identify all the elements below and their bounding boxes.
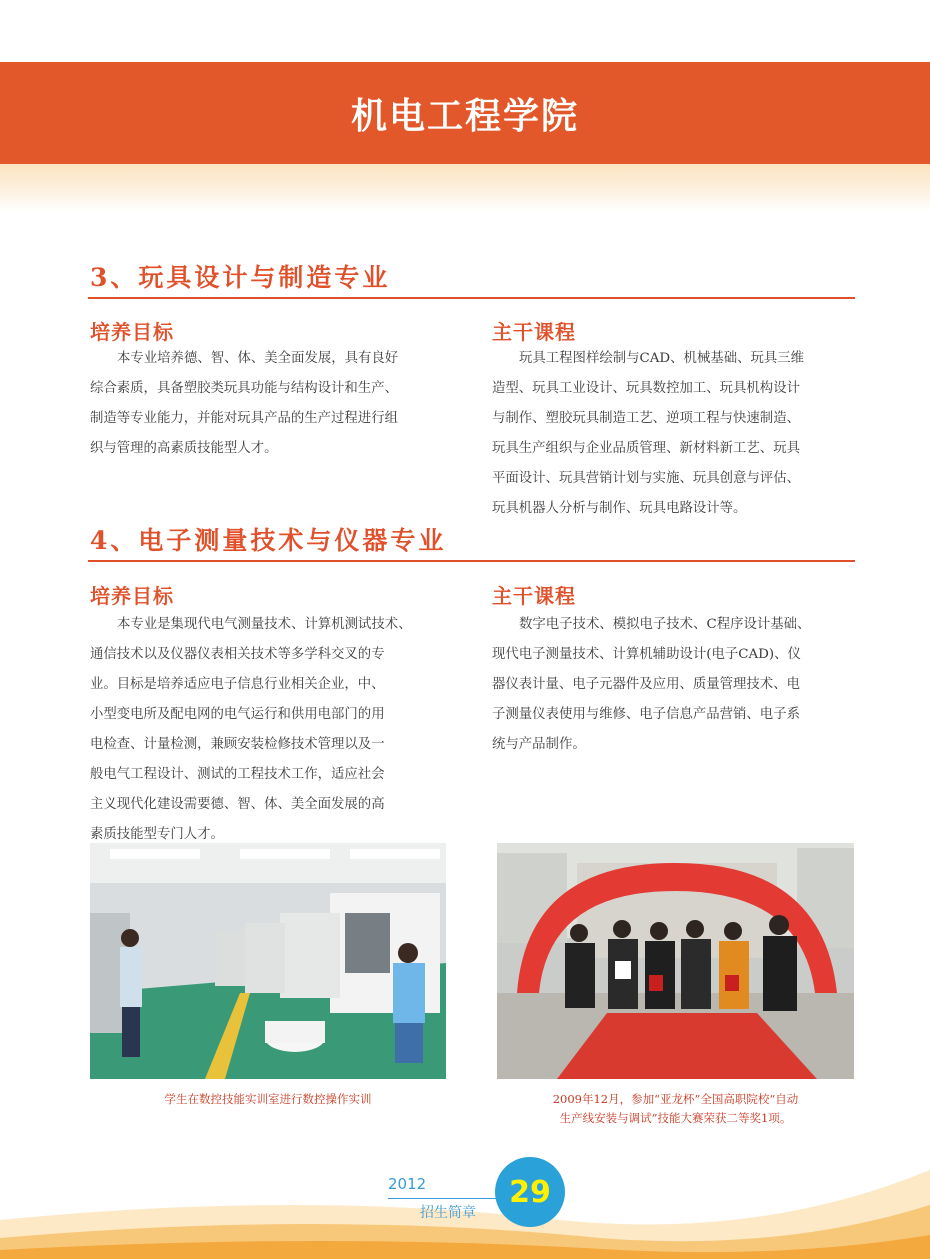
- section-title-electronic-measurement: 4、电子测量技术与仪器专业: [90, 526, 447, 555]
- text-line: 织与管理的高素质技能型人才。: [90, 441, 278, 456]
- text-line: 玩具工程图样绘制与CAD、机械基础、玩具三维: [519, 351, 805, 366]
- photo-caption-cnc: [90, 1090, 446, 1109]
- goal-text-toy-design: [90, 344, 460, 464]
- text-line: 数字电子技术、模拟电子技术、C程序设计基础、: [519, 617, 811, 632]
- text-line: 般电气工程设计、测试的工程技术工作，适应社会: [90, 767, 385, 782]
- text-line: 素质技能型专门人才。: [90, 827, 224, 842]
- text-line: 主义现代化建设需要德、智、体、美全面发展的高: [90, 797, 385, 812]
- caption-line: 学生在数控技能实训室进行数控操作实训: [164, 1092, 372, 1106]
- header-gradient: [0, 164, 930, 212]
- footer-divider: [388, 1198, 496, 1199]
- section-title-toy-design: 3、玩具设计与制造专业: [90, 263, 391, 292]
- photo-caption-award: [497, 1090, 854, 1128]
- text-line: 制造等专业能力，并能对玩具产品的生产过程进行组: [90, 411, 398, 426]
- text-line: 平面设计、玩具营销计划与实施、玩具创意与评估、: [492, 471, 800, 486]
- text-line: 玩具机器人分析与制作、玩具电路设计等。: [492, 501, 747, 516]
- text-line: 业。目标是培养适应电子信息行业相关企业，中、: [90, 677, 385, 692]
- text-line: 现代电子测量技术、计算机辅助设计(电子CAD)、仪: [492, 647, 801, 662]
- footer-year: 2012: [388, 1175, 427, 1193]
- text-line: 统与产品制作。: [492, 737, 586, 752]
- text-line: 本专业是集现代电气测量技术、计算机测试技术、: [117, 617, 412, 632]
- text-line: 综合素质，具备塑胶类玩具功能与结构设计和生产、: [90, 381, 398, 396]
- courses-text-toy-design: [492, 344, 860, 524]
- photo-award-ceremony: [497, 843, 854, 1079]
- section-divider: [88, 560, 855, 562]
- award-ceremony-illustration: [497, 843, 854, 1079]
- text-line: 与制作、塑胶玩具制造工艺、逆项工程与快速制造、: [492, 411, 800, 426]
- courses-heading: 主干课程: [492, 584, 576, 608]
- page-title: 机电工程学院: [350, 95, 579, 137]
- text-line: 本专业培养德、智、体、美全面发展，具有良好: [117, 351, 399, 366]
- footer-guide-label: 招生简章: [420, 1205, 476, 1221]
- text-line: 器仪表计量、电子元器件及应用、质量管理技术、电: [492, 677, 800, 692]
- photo-cnc-lab: [90, 843, 446, 1079]
- section-divider: [88, 297, 855, 299]
- goal-text-electronic-measurement: [90, 610, 462, 850]
- page-number: 29: [495, 1157, 565, 1227]
- text-line: 电检查、计量检测，兼顾安装检修技术管理以及一: [90, 737, 385, 752]
- goal-heading: 培养目标: [90, 320, 174, 344]
- courses-text-electronic-measurement: [492, 610, 860, 760]
- text-line: 小型变电所及配电网的电气运行和供用电部门的用: [90, 707, 385, 722]
- text-line: 玩具生产组织与企业品质管理、新材料新工艺、玩具: [492, 441, 800, 456]
- goal-heading: 培养目标: [90, 584, 174, 608]
- caption-line: 2009年12月，参加“亚龙杯”全国高职院校“自动: [552, 1092, 799, 1106]
- text-line: 子测量仪表使用与维修、电子信息产品营销、电子系: [492, 707, 800, 722]
- text-line: 造型、玩具工业设计、玩具数控加工、玩具机构设计: [492, 381, 800, 396]
- courses-heading: 主干课程: [492, 320, 576, 344]
- caption-line: 生产线安装与调试”技能大赛荣获二等奖1项。: [559, 1111, 792, 1125]
- text-line: 通信技术以及仪器仪表相关技术等多学科交叉的专: [90, 647, 385, 662]
- cnc-lab-illustration: [90, 843, 446, 1079]
